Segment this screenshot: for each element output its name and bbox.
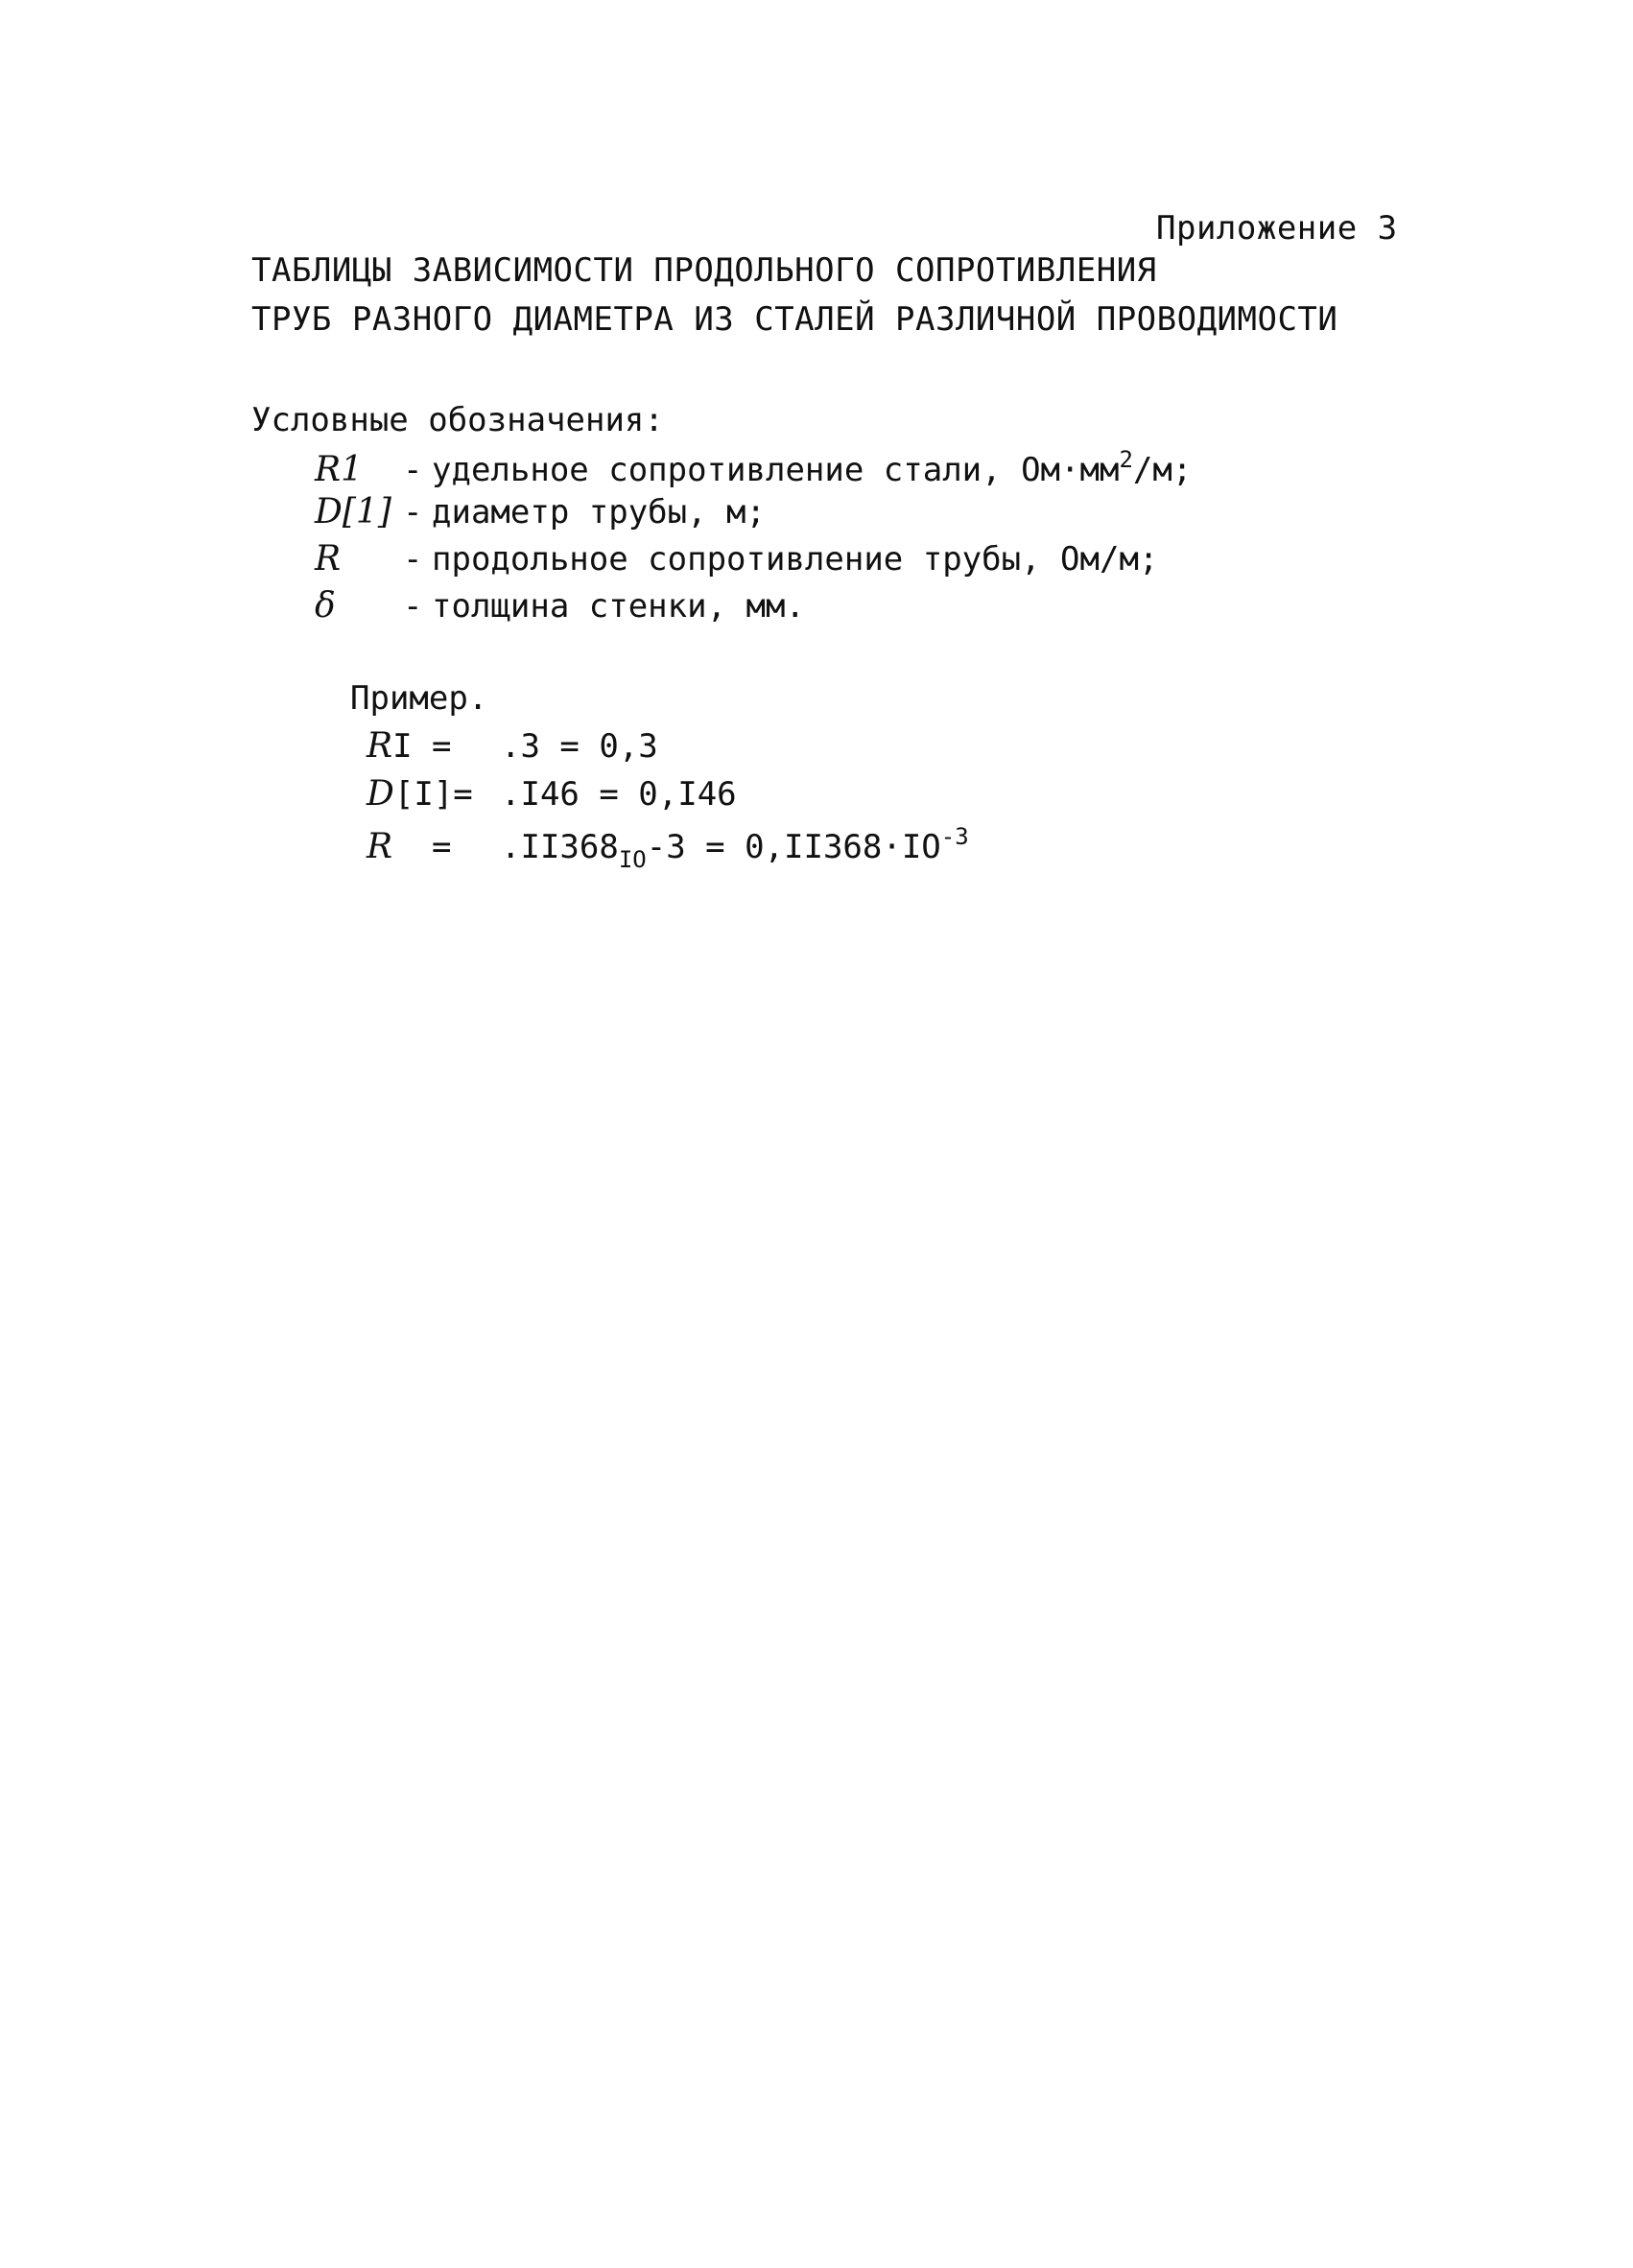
example-row-specific-resistance bbox=[367, 726, 658, 766]
appendix-label: Приложение 3 bbox=[1156, 209, 1398, 248]
example-symbol bbox=[367, 774, 501, 814]
document-title-line-2: ТРУБ РАЗНОГО ДИАМЕТРА ИЗ СТАЛЕЙ РАЗЛИЧНОЙ ПРОВОДИМОСТИ bbox=[251, 300, 1338, 339]
legend-item-diameter bbox=[315, 492, 766, 538]
legend-text: удельное сопротивление стали, Ом·мм bbox=[432, 451, 1120, 489]
document-title-line-1: ТАБЛИЦЫ ЗАВИСИМОСТИ ПРОДОЛЬНОГО СОПРОТИВЛЕНИЯ bbox=[251, 251, 1157, 290]
legend-item-wall-thickness bbox=[315, 586, 805, 632]
example-value: .3 = 0,3 bbox=[501, 727, 658, 766]
example-symbol-italic: R bbox=[367, 827, 393, 866]
legend-dash: - bbox=[403, 587, 423, 626]
legend-dash: - bbox=[403, 451, 423, 489]
example-symbol bbox=[367, 726, 501, 766]
example-subscript: IO bbox=[618, 846, 647, 873]
legend-symbol: δ bbox=[315, 586, 336, 626]
legend-symbol: D[1] bbox=[315, 492, 391, 532]
example-row-diameter bbox=[367, 774, 737, 814]
example-value-tail: -3 = 0,II368·IO bbox=[646, 828, 941, 866]
legend-heading: Условные обозначения: bbox=[251, 401, 664, 439]
example-value: .II368 bbox=[501, 828, 619, 866]
example-symbol-rest: [I]= bbox=[393, 775, 473, 814]
example-heading: Пример. bbox=[350, 679, 488, 718]
legend-text-tail: /м; bbox=[1132, 451, 1193, 489]
legend-text: толщина стенки, мм. bbox=[432, 587, 805, 626]
example-symbol-italic: R bbox=[367, 726, 393, 766]
example-symbol-italic: D bbox=[367, 774, 394, 814]
legend-symbol: R bbox=[315, 539, 342, 579]
legend-text: диаметр трубы, м; bbox=[432, 493, 766, 532]
legend-dash: - bbox=[403, 540, 423, 579]
example-superscript: -3 bbox=[940, 823, 969, 850]
legend-item-longitudinal-resistance bbox=[315, 539, 1158, 585]
legend-superscript: 2 bbox=[1119, 446, 1133, 473]
example-symbol-rest: I = bbox=[392, 727, 452, 766]
legend-dash: - bbox=[403, 493, 423, 532]
example-symbol-rest: = bbox=[392, 828, 452, 866]
legend-text: продольное сопротивление трубы, Ом/м; bbox=[432, 540, 1159, 579]
legend-symbol: R1 bbox=[315, 450, 364, 489]
example-value: .I46 = 0,I46 bbox=[501, 775, 737, 814]
example-symbol bbox=[367, 827, 501, 866]
example-row-longitudinal-resistance bbox=[367, 823, 969, 873]
legend-item-specific-resistance bbox=[315, 446, 1192, 492]
